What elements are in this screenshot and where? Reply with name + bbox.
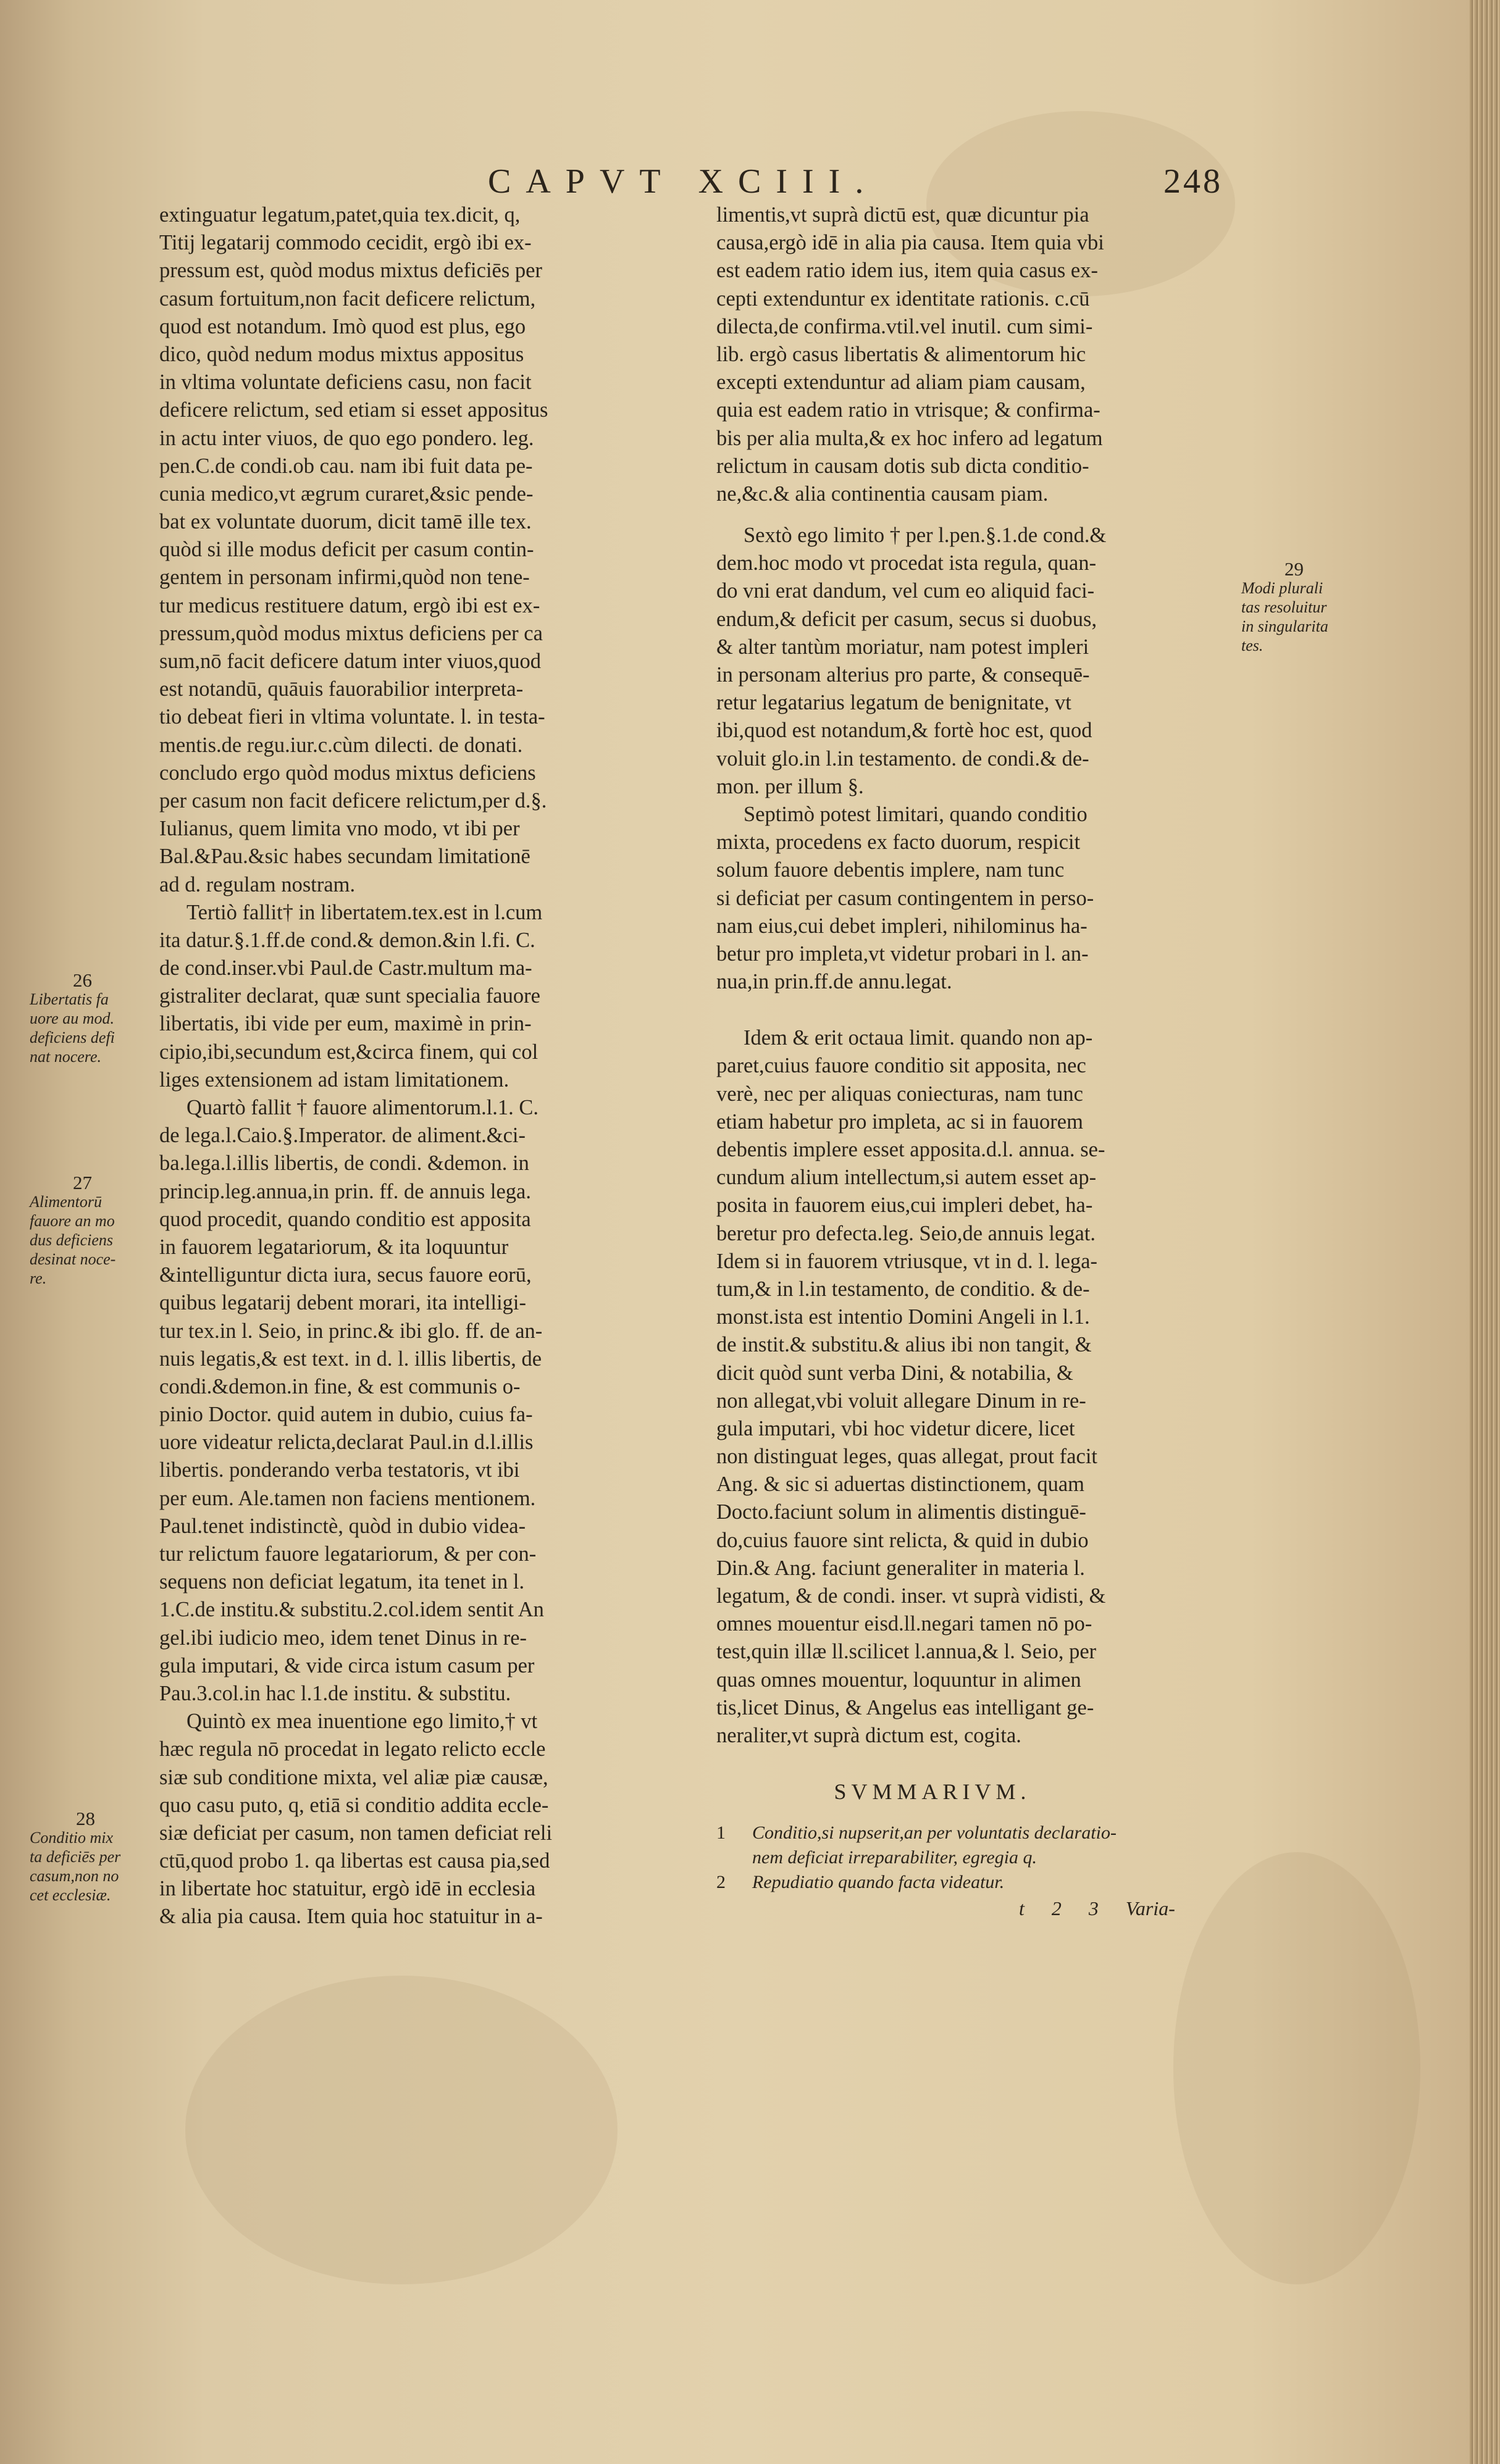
text-line: verè, nec per aliquas coniecturas, nam tunc bbox=[716, 1082, 1083, 1106]
text-line: &intelliguntur dicta iura, secus fauore eorū, bbox=[159, 1263, 532, 1287]
text-line: condi.&demon.in fine, & est communis o- bbox=[159, 1374, 521, 1398]
text-line: gistraliter declarat, quæ sunt specialia fauore bbox=[159, 984, 540, 1008]
margin-note-line: Modi plurali bbox=[1241, 579, 1323, 597]
text-line: monst.ista est intentio Domini Angeli in l.1. bbox=[716, 1305, 1090, 1329]
text-line: Pau.3.col.in hac l.1.de institu. & substitu. bbox=[159, 1681, 511, 1705]
text-line: cundum alium intellectum,si autem esset ap- bbox=[716, 1166, 1097, 1190]
text-line: deficere relictum, sed etiam si esset appositus bbox=[159, 398, 548, 422]
text-line: solum fauore debentis implere, nam tunc bbox=[716, 858, 1065, 882]
text-line: tis,licet Dinus, & Angelus eas intelligant ge- bbox=[716, 1695, 1094, 1719]
catchwords: t 2 3 Varia- bbox=[1019, 1897, 1175, 1920]
text-line: quod est notandum. Imò quod est plus, ego bbox=[159, 314, 526, 338]
summary-item-2 bbox=[716, 1870, 1247, 1895]
text-line: cunia medico,vt ægrum curaret,&sic pende- bbox=[159, 482, 534, 506]
text-line: causa,ergò idē in alia pia causa. Item quia vbi bbox=[716, 231, 1104, 255]
margin-note-line: deficiens defi bbox=[30, 1029, 115, 1046]
text-line: tio debeat fieri in vltima voluntate. l. in testa- bbox=[159, 705, 545, 729]
text-line: retur legatarius legatum de benignitate, vt bbox=[716, 691, 1071, 715]
text-line: Bal.&Pau.&sic habes secundam limitationē bbox=[159, 845, 530, 869]
text-line: princip.leg.annua,in prin. ff. de annuis lega. bbox=[159, 1179, 531, 1203]
text-line: Titij legatarij commodo cecidit, ergò ibi ex- bbox=[159, 231, 532, 255]
margin-note-line: Conditio mix bbox=[30, 1829, 114, 1847]
text-line: Quartò fallit † fauore alimentorum.l.1. C. bbox=[186, 1096, 539, 1119]
text-line: dem.hoc modo vt procedat ista regula, quan- bbox=[716, 551, 1097, 575]
text-line: posita in fauorem eius,cui impleri debet, ha- bbox=[716, 1193, 1093, 1217]
right-paragraph-b bbox=[716, 522, 1247, 996]
margin-note-line: uore au mod. bbox=[30, 1009, 114, 1027]
right-text-column bbox=[716, 201, 1247, 1923]
summary-item-number: 1 bbox=[716, 1823, 726, 1844]
text-line: libertis. ponderando verba testatoris, vt ibi bbox=[159, 1458, 520, 1482]
text-line: per eum. Ale.tamen non faciens mentionem. bbox=[159, 1486, 536, 1510]
text-line: & alia pia causa. Item quia hoc statuitur in a- bbox=[159, 1905, 543, 1929]
text-line: pressum est, quòd modus mixtus deficiēs per bbox=[159, 259, 542, 283]
text-line: liges extensionem ad istam limitationem. bbox=[159, 1067, 509, 1092]
text-line: est eadem ratio idem ius, item quia casus ex- bbox=[716, 259, 1098, 283]
text-line: quas omnes mouentur, loquuntur in alimen bbox=[716, 1668, 1081, 1692]
summary-item-number: 2 bbox=[716, 1872, 726, 1893]
summary-item-text: Repudiatio quando facta videatur. bbox=[752, 1872, 1005, 1893]
text-line: relictum in causam dotis sub dicta conditio- bbox=[716, 454, 1089, 478]
margin-note-28 bbox=[30, 1809, 120, 1905]
margin-note-line: tas resoluitur bbox=[1241, 598, 1327, 616]
margin-note-number: 28 bbox=[76, 1808, 95, 1829]
summary-item-1 bbox=[716, 1821, 1247, 1845]
text-line: Septimò potest limitari, quando conditio bbox=[744, 802, 1087, 826]
text-line: nuis legatis,& est text. in d. l. illis libertis, de bbox=[159, 1347, 542, 1371]
text-line: bis per alia multa,& ex hoc infero ad legatum bbox=[716, 426, 1103, 450]
text-line: in vltima voluntate deficiens casu, non facit bbox=[159, 370, 532, 395]
text-line: dicit quòd sunt verba Dini, & notabilia, & bbox=[716, 1361, 1073, 1385]
text-line: tum,& in l.in testamento, de conditio. & de- bbox=[716, 1277, 1090, 1301]
margin-note-line: nat nocere. bbox=[30, 1048, 101, 1066]
margin-note-number: 29 bbox=[1284, 558, 1304, 580]
margin-note-line: in singularita bbox=[1241, 617, 1328, 635]
margin-note-line: cet ecclesiæ. bbox=[30, 1886, 111, 1904]
text-line: hæc regula nō procedat in legato relicto eccle bbox=[159, 1737, 546, 1761]
text-line: Paul.tenet indistinctè, quòd in dubio videa- bbox=[159, 1514, 526, 1538]
summary-heading: SVMMARIVM. bbox=[834, 1779, 1031, 1805]
text-line: excepti extenduntur ad aliam piam causam, bbox=[716, 370, 1086, 395]
folio-number: 248 bbox=[1163, 162, 1223, 201]
margin-note-line: ta deficiēs per bbox=[30, 1848, 121, 1866]
margin-note-number: 27 bbox=[73, 1172, 92, 1193]
text-line: Sextò ego limito † per l.pen.§.1.de cond.& bbox=[744, 524, 1107, 548]
paper-stain bbox=[185, 1976, 618, 2284]
text-line: do vni erat dandum, vel cum eo aliquid faci- bbox=[716, 579, 1095, 603]
text-line: quia est eadem ratio in vtrisque; & confirma- bbox=[716, 398, 1100, 422]
text-line: siæ deficiat per casum, non tamen deficiat reli bbox=[159, 1821, 553, 1845]
text-line: quòd si ille modus deficit per casum contin- bbox=[159, 538, 534, 562]
margin-note-line: tes. bbox=[1241, 637, 1263, 654]
running-title: CAPVT XCIII. bbox=[488, 162, 879, 201]
text-line: beretur pro defecta.leg. Seio,de annuis legat. bbox=[716, 1221, 1096, 1245]
text-line: libertatis, ibi vide per eum, maximè in prin- bbox=[159, 1012, 532, 1036]
text-line: siæ sub conditione mixta, vel aliæ piæ causæ, bbox=[159, 1765, 548, 1789]
text-line: gula imputari, vbi hoc videtur dicere, licet bbox=[716, 1416, 1075, 1440]
margin-note-line: Libertatis fa bbox=[30, 990, 109, 1008]
margin-note-line: dus deficiens bbox=[30, 1231, 114, 1249]
margin-note-line: desinat noce- bbox=[30, 1250, 116, 1268]
text-line: sum,nō facit deficere datum inter viuos,quod bbox=[159, 649, 541, 673]
text-line: do,cuius fauore sint relicta, & quid in dubio bbox=[716, 1528, 1089, 1552]
text-line: dilecta,de confirma.vtil.vel inutil. cum simi- bbox=[716, 314, 1093, 338]
text-line: voluit glo.in l.in testamento. de condi.& de- bbox=[716, 746, 1089, 771]
summary-item-text: Conditio,si nupserit,an per voluntatis declaratio- bbox=[752, 1823, 1117, 1844]
text-line: de instit.& substitu.& alius ibi non tangit, & bbox=[716, 1333, 1092, 1357]
text-line: lib. ergò casus libertatis & alimentorum hic bbox=[716, 342, 1086, 366]
text-line: Iulianus, quem limita vno modo, vt ibi per bbox=[159, 817, 520, 841]
right-paragraph-a bbox=[716, 201, 1247, 508]
text-line: mixta, procedens ex facto duorum, respicit bbox=[716, 830, 1081, 854]
text-line: Idem & erit octaua limit. quando non ap- bbox=[744, 1026, 1093, 1050]
text-line: quod procedit, quando conditio est apposita bbox=[159, 1207, 531, 1231]
text-line: cipio,ibi,secundum est,&circa finem, qui col bbox=[159, 1040, 538, 1064]
margin-note-29 bbox=[1241, 559, 1328, 655]
text-line: quo casu puto, q, etiā si conditio addita eccle- bbox=[159, 1793, 549, 1817]
margin-note-line: fauore an mo bbox=[30, 1212, 115, 1230]
page-stack-edge bbox=[1470, 0, 1500, 2464]
summary-item-1-continuation: nem deficiat irreparabiliter, egregia q. bbox=[752, 1847, 1037, 1868]
right-paragraph-c bbox=[716, 1024, 1247, 1750]
text-line: gel.ibi iudicio meo, idem tenet Dinus in re- bbox=[159, 1626, 527, 1650]
text-line: omnes mouentur eisd.ll.negari tamen nō po- bbox=[716, 1612, 1092, 1636]
text-line: uore videatur relicta,declarat Paul.in d.l.illis bbox=[159, 1430, 534, 1455]
text-line: tur relictum fauore legatariorum, & per con- bbox=[159, 1542, 537, 1566]
text-line: nua,in prin.ff.de annu.legat. bbox=[716, 970, 952, 994]
text-line: per casum non facit deficere relictum,per d.§. bbox=[159, 788, 547, 812]
text-line: non allegat,vbi voluit allegare Dinum in re- bbox=[716, 1389, 1086, 1413]
text-line: etiam habetur pro impleta, ac si in fauorem bbox=[716, 1109, 1083, 1134]
text-line: quibus legatarij debent morari, ita intelligi- bbox=[159, 1291, 526, 1315]
text-line: in libertate hoc statuitur, ergò idē in ecclesia bbox=[159, 1877, 536, 1901]
text-line: non distinguat leges, quas allegat, prout facit bbox=[716, 1445, 1098, 1469]
text-line: tur tex.in l. Seio, in princ.& ibi glo. ff. de an- bbox=[159, 1319, 543, 1343]
text-line: test,quin illæ ll.scilicet l.annua,& l. Seio, per bbox=[716, 1640, 1097, 1664]
text-line: bat ex voluntate duorum, dicit tamē ille tex. bbox=[159, 510, 532, 534]
text-line: cepti extenduntur ex identitate rationis. c.cū bbox=[716, 286, 1090, 311]
text-line: neraliter,vt suprà dictum est, cogita. bbox=[716, 1723, 1021, 1747]
text-line: 1.C.de institu.& substitu.2.col.idem sentit An bbox=[159, 1598, 544, 1622]
text-line: Idem si in fauorem vtriusque, vt in d. l. lega- bbox=[716, 1249, 1098, 1273]
margin-note-number: 26 bbox=[73, 969, 92, 991]
text-line: tur medicus restituere datum, ergò ibi est ex- bbox=[159, 593, 540, 617]
text-line: Docto.faciunt solum in alimentis distinguē- bbox=[716, 1500, 1086, 1524]
text-line: pen.C.de condi.ob cau. nam ibi fuit data pe- bbox=[159, 454, 533, 478]
text-line: debentis implere esset apposita.d.l. annua. se- bbox=[716, 1138, 1105, 1161]
text-line: ba.lega.l.illis libertis, de condi. &demon. in bbox=[159, 1151, 529, 1176]
text-line: pressum,quòd modus mixtus deficiens per ca bbox=[159, 621, 543, 645]
text-line: pinio Doctor. quid autem in dubio, cuius fa- bbox=[159, 1403, 533, 1427]
text-line: betur pro impleta,vt videtur probari in l. an- bbox=[716, 942, 1089, 966]
text-line: sequens non deficiat legatum, ita tenet in l. bbox=[159, 1570, 525, 1594]
text-line: nam eius,cui debet impleri, nihilominus ha- bbox=[716, 914, 1087, 938]
margin-note-line: casum,non no bbox=[30, 1867, 119, 1885]
text-line: Quintò ex mea inuentione ego limito,† vt bbox=[186, 1710, 538, 1734]
text-line: legatum, & de condi. inser. vt suprà vidisti, & bbox=[716, 1584, 1106, 1608]
text-line: ne,&c.& alia continentia causam piam. bbox=[716, 482, 1049, 506]
margin-note-line: re. bbox=[30, 1269, 47, 1287]
margin-note-27 bbox=[30, 1173, 115, 1288]
left-text-column bbox=[159, 201, 678, 1931]
text-line: gula imputari, & vide circa istum casum per bbox=[159, 1653, 535, 1677]
text-line: in fauorem legatariorum, & ita loquuntur bbox=[159, 1235, 509, 1259]
text-line: ibi,quod est notandum,& fortè hoc est, quod bbox=[716, 719, 1092, 743]
text-line: mentis.de regu.iur.c.cùm dilecti. de donati. bbox=[159, 733, 523, 757]
text-line: Din.& Ang. faciunt generaliter in materia l. bbox=[716, 1556, 1085, 1580]
text-line: concludo ergo quòd modus mixtus deficiens bbox=[159, 761, 536, 785]
margin-note-26 bbox=[30, 971, 115, 1066]
text-line: in personam alterius pro parte, & consequē- bbox=[716, 663, 1090, 687]
text-line: casum fortuitum,non facit deficere relictum, bbox=[159, 286, 536, 311]
text-line: & alter tantùm moriatur, nam potest impleri bbox=[716, 635, 1089, 659]
text-line: mon. per illum §. bbox=[716, 774, 864, 798]
text-line: de cond.inser.vbi Paul.de Castr.multum ma- bbox=[159, 956, 532, 980]
text-line: extinguatur legatum,patet,quia tex.dicit, q, bbox=[159, 203, 521, 227]
text-line: endum,& deficit per casum, secus si duobus, bbox=[716, 607, 1097, 631]
margin-note-line: Alimentorū bbox=[30, 1193, 102, 1211]
text-line: Ang. & sic si aduertas distinctionem, quam bbox=[716, 1472, 1084, 1497]
text-line: est notandū, quāuis fauorabilior interpreta- bbox=[159, 677, 524, 701]
text-line: si deficiat per casum contingentem in perso- bbox=[716, 886, 1094, 910]
text-line: ita datur.§.1.ff.de cond.& demon.&in l.fi. C. bbox=[159, 928, 535, 952]
text-line: de lega.l.Caio.§.Imperator. de aliment.&ci- bbox=[159, 1124, 526, 1148]
text-line: ad d. regulam nostram. bbox=[159, 872, 356, 896]
text-line: gentem in personam infirmi,quòd non tene- bbox=[159, 566, 530, 590]
text-line: ctū,quod probo 1. qa libertas est causa pia,sed bbox=[159, 1849, 550, 1873]
text-line: dico, quòd nedum modus mixtus appositus bbox=[159, 342, 524, 366]
text-line: limentis,vt suprà dictū est, quæ dicuntur pia bbox=[716, 203, 1089, 227]
text-line: Tertiò fallit† in libertatem.tex.est in l.cum bbox=[186, 900, 543, 924]
text-line: in actu inter viuos, de quo ego pondero. leg. bbox=[159, 426, 534, 450]
text-line: paret,cuius fauore conditio sit apposita, nec bbox=[716, 1054, 1086, 1078]
